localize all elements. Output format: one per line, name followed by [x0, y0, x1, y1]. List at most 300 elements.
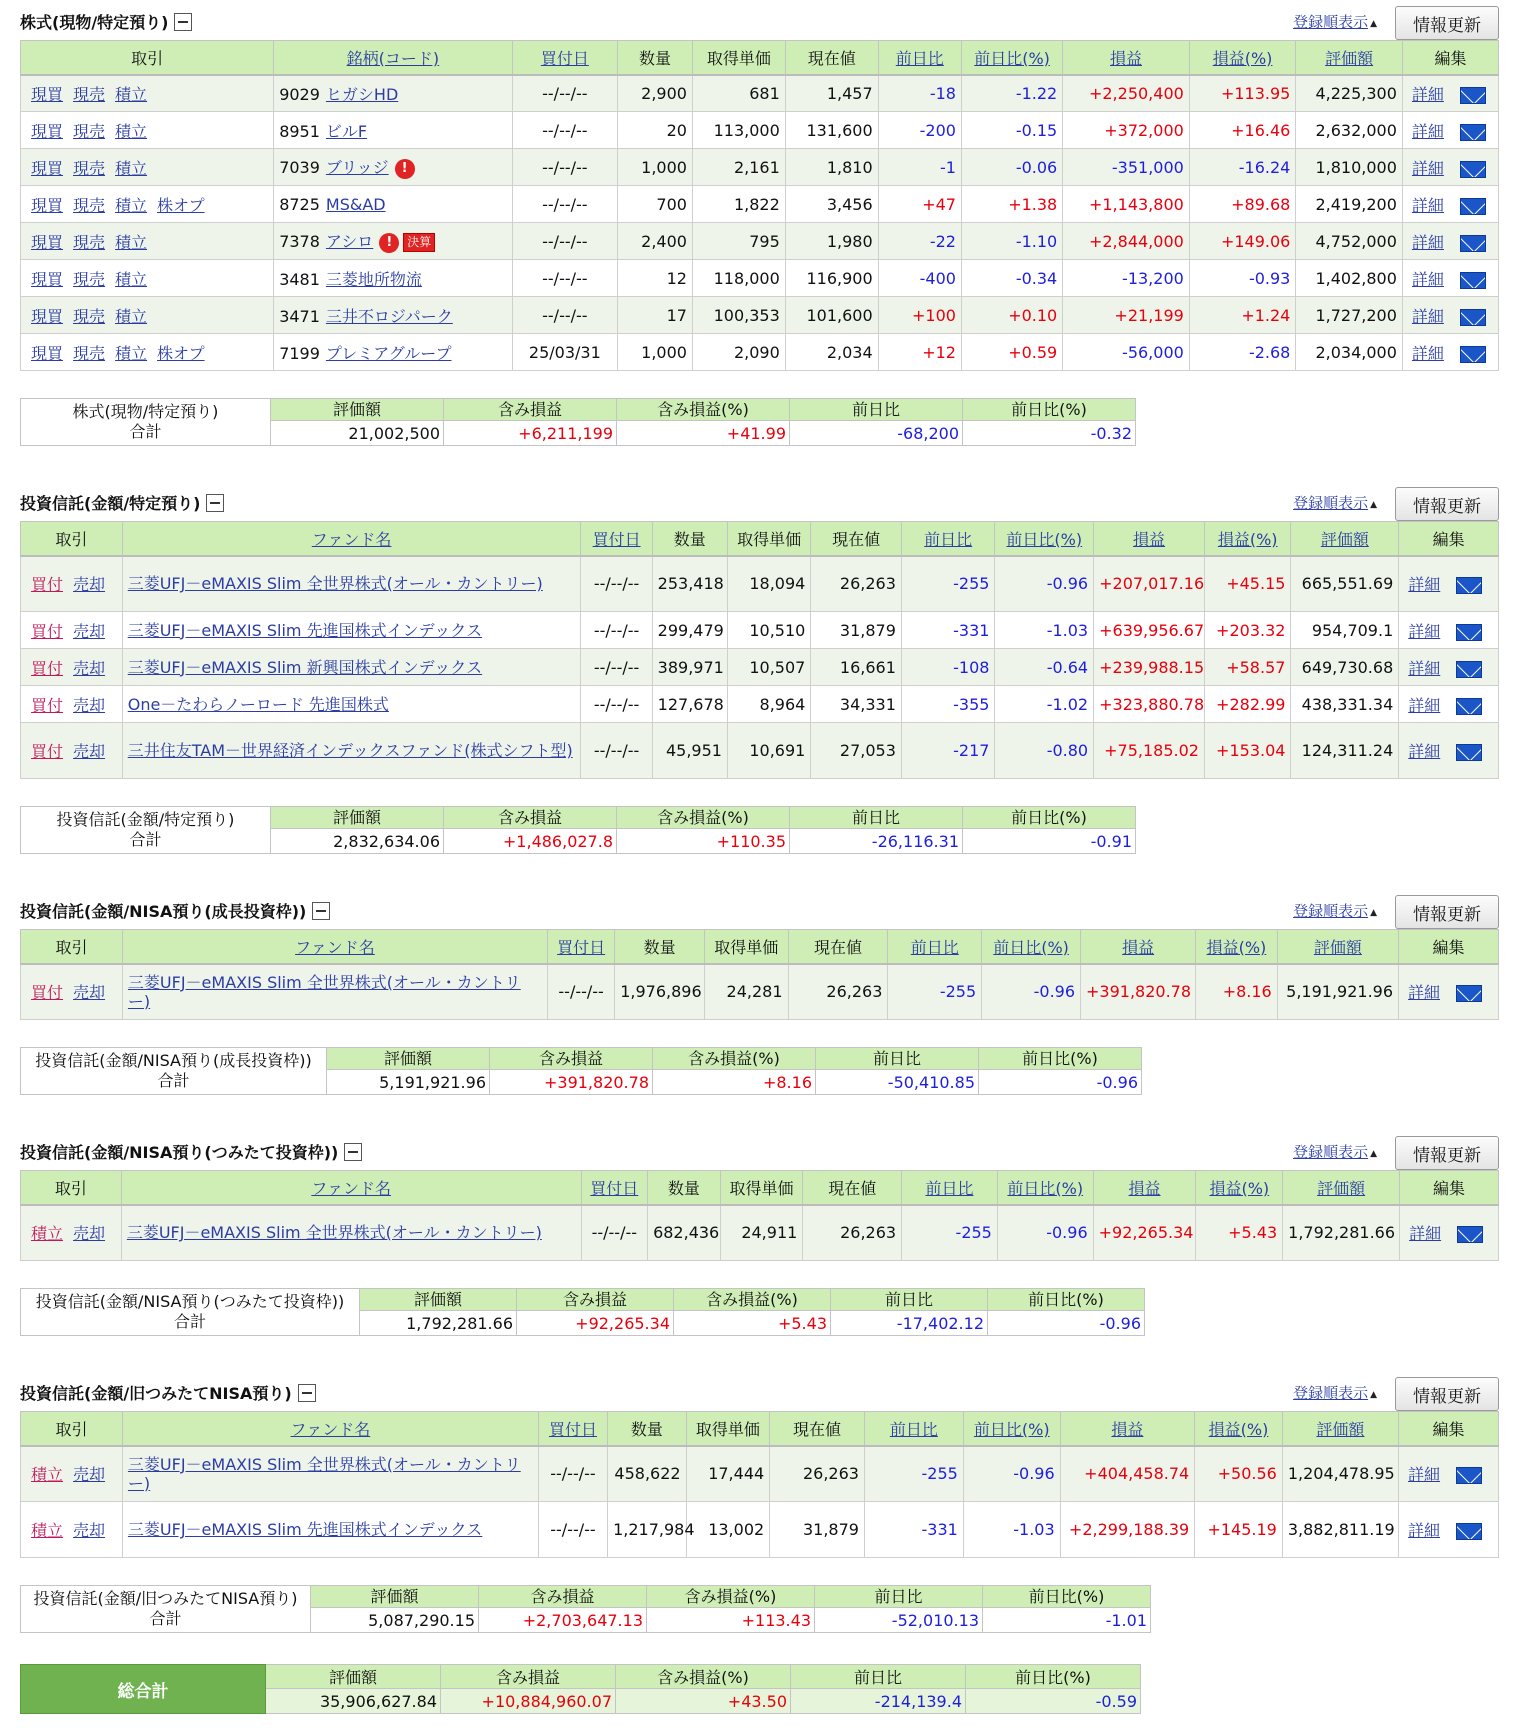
detail-link[interactable]: 詳細: [1411, 232, 1444, 252]
purchase-date: --/--/--: [581, 1205, 648, 1261]
trade-action-link[interactable]: 現売: [73, 343, 106, 363]
mail-icon[interactable]: [1456, 1467, 1482, 1484]
column-header[interactable]: 損益(%): [1204, 522, 1290, 556]
column-header[interactable]: ファンド名: [122, 930, 547, 964]
column-header[interactable]: 買付日: [581, 1171, 648, 1205]
purchase-date: 25/03/31: [512, 334, 617, 371]
summary-value: +41.99: [617, 421, 790, 446]
summary-header: 含み損益(%): [674, 1289, 831, 1311]
valuation: 2,419,200: [1296, 186, 1403, 223]
column-header[interactable]: 評価額: [1283, 1171, 1400, 1205]
stock-name-link[interactable]: ヒガシHD: [325, 84, 399, 104]
column-header[interactable]: 前日比(%): [995, 522, 1094, 556]
mail-icon[interactable]: [1460, 272, 1486, 289]
table-header-row: [21, 930, 1499, 964]
fund-name-link[interactable]: 三菱UFJ－eMAXIS Slim 先進国株式インデックス: [127, 1520, 483, 1539]
stock-name-link[interactable]: MS&AD: [325, 194, 386, 214]
table-row: [21, 649, 1499, 686]
current-price: 131,600: [785, 112, 878, 149]
sort-order-link[interactable]: 登録順表示 ▲: [1293, 1384, 1377, 1402]
valuation: 4,225,300: [1296, 75, 1403, 112]
column-header[interactable]: 買付日: [547, 930, 614, 964]
column-header: 数量: [608, 1412, 686, 1446]
summary-value: +2,703,647.13: [479, 1608, 647, 1633]
trade-action-link[interactable]: 積立: [115, 269, 148, 289]
cost-price: 8,964: [727, 686, 810, 723]
table-row: [21, 556, 1499, 612]
cost-price: 2,090: [692, 334, 785, 371]
fund-section: [20, 895, 1499, 1095]
column-header[interactable]: 前日比: [902, 1171, 998, 1205]
grand-total-table: [20, 1664, 1141, 1714]
mail-icon[interactable]: [1460, 87, 1486, 104]
valuation: 665,551.69: [1291, 556, 1399, 612]
collapse-icon[interactable]: [312, 902, 330, 920]
column-header: 現在値: [785, 41, 878, 75]
trade-action-link[interactable]: 売却: [73, 742, 106, 761]
day-change-pct: +1.38: [961, 186, 1062, 223]
fund-name-cell: [122, 1502, 538, 1558]
table-row: [21, 686, 1499, 723]
quantity: 682,436: [648, 1205, 721, 1261]
mail-icon[interactable]: [1460, 235, 1486, 252]
collapse-icon[interactable]: [298, 1384, 316, 1402]
trade-action-link[interactable]: 積立: [115, 343, 148, 363]
stock-name-cell: [274, 149, 512, 186]
fund-name-link[interactable]: 三菱UFJ－eMAXIS Slim 全世界株式(オール・カントリー): [127, 1454, 521, 1493]
column-header[interactable]: 損益: [1093, 1171, 1196, 1205]
trade-action-link[interactable]: 現売: [73, 306, 106, 326]
trade-action-link[interactable]: 株オプ: [157, 195, 205, 215]
valuation: 124,311.24: [1291, 723, 1399, 779]
column-header: 数量: [648, 1171, 721, 1205]
summary-value: +113.43: [647, 1608, 815, 1633]
summary-header: 前日比: [815, 1586, 983, 1608]
column-header[interactable]: 前日比(%): [997, 1171, 1093, 1205]
trade-action-link[interactable]: 現買: [31, 158, 64, 178]
column-header[interactable]: 損益(%): [1189, 41, 1296, 75]
grand-total-label: 総合計: [21, 1665, 266, 1714]
table-row: [21, 297, 1499, 334]
stock-name-link[interactable]: ブリッジ: [325, 158, 389, 178]
trade-action-link[interactable]: 現売: [73, 232, 106, 252]
column-header[interactable]: 損益: [1094, 522, 1205, 556]
cost-price: 10,691: [727, 723, 810, 779]
column-header[interactable]: 評価額: [1277, 930, 1398, 964]
profit-loss: +207,017.16: [1094, 556, 1205, 612]
mail-icon[interactable]: [1460, 161, 1486, 178]
refresh-button[interactable]: 情報更新: [1395, 1136, 1499, 1170]
section-header: [20, 6, 1499, 34]
cost-price: 113,000: [692, 112, 785, 149]
detail-link[interactable]: 詳細: [1411, 84, 1444, 104]
valuation: 649,730.68: [1291, 649, 1399, 686]
stock-name-cell: [274, 260, 512, 297]
purchase-date: --/--/--: [512, 260, 617, 297]
trade-action-link[interactable]: 現買: [31, 269, 64, 289]
detail-link[interactable]: 詳細: [1411, 121, 1444, 141]
summary-table: [20, 1585, 1151, 1633]
cost-price: 24,281: [704, 964, 788, 1020]
summary-table: [20, 398, 1136, 446]
trade-action-link[interactable]: 積立: [115, 158, 148, 178]
column-header[interactable]: 前日比(%): [982, 930, 1081, 964]
day-change: +47: [878, 186, 961, 223]
valuation: 954,709.1: [1291, 612, 1399, 649]
summary-header: 含み損益: [444, 807, 617, 829]
stock-name-link[interactable]: 三井不ロジパーク: [325, 306, 453, 326]
sort-arrow-icon: ▲: [1370, 1390, 1377, 1400]
edit-cell: [1400, 1205, 1499, 1261]
trade-action-link[interactable]: 現買: [31, 343, 64, 363]
trade-action-link[interactable]: 現買: [31, 195, 64, 215]
mail-icon[interactable]: [1460, 346, 1486, 363]
detail-link[interactable]: 詳細: [1408, 1465, 1441, 1485]
sort-order-link[interactable]: 登録順表示 ▲: [1293, 13, 1377, 31]
detail-link[interactable]: 詳細: [1409, 1224, 1442, 1244]
stock-name-cell: [274, 334, 512, 371]
trade-action-link[interactable]: 売却: [73, 575, 106, 595]
trade-action-link[interactable]: 売却: [73, 621, 106, 641]
edit-cell: [1399, 649, 1499, 686]
detail-link[interactable]: 詳細: [1408, 575, 1441, 595]
column-header[interactable]: 銘柄(コード): [274, 41, 512, 75]
section-title: 投資信託(金額/旧つみたてNISA預り): [20, 1381, 316, 1404]
edit-cell: [1402, 112, 1498, 149]
profit-loss: +639,956.67: [1094, 612, 1205, 649]
refresh-button[interactable]: 情報更新: [1395, 895, 1499, 929]
trade-action-link[interactable]: 売却: [73, 695, 106, 715]
mail-icon[interactable]: [1460, 309, 1486, 326]
trade-action-link[interactable]: 現買: [31, 84, 64, 104]
column-header[interactable]: ファンド名: [122, 1412, 538, 1446]
column-header: 取引: [21, 41, 274, 75]
summary-value: -0.96: [979, 1070, 1142, 1095]
detail-link[interactable]: 詳細: [1408, 1521, 1441, 1540]
column-header[interactable]: 損益(%): [1196, 930, 1278, 964]
purchase-date: --/--/--: [581, 686, 652, 723]
column-header: 数量: [618, 41, 693, 75]
detail-link[interactable]: 詳細: [1411, 306, 1444, 326]
stock-name-link[interactable]: 三菱地所物流: [325, 269, 422, 289]
section-title: 投資信託(金額/NISA預り(つみたて投資枠)): [20, 1140, 362, 1163]
quantity: 1,217,984: [608, 1502, 686, 1558]
refresh-button[interactable]: 情報更新: [1395, 1377, 1499, 1411]
day-change: -18: [878, 75, 961, 112]
fund-name-link[interactable]: 三菱UFJ－eMAXIS Slim 先進国株式インデックス: [127, 620, 483, 640]
actions-cell: [21, 334, 274, 371]
trade-action-link[interactable]: 買付: [31, 983, 64, 1003]
detail-link[interactable]: 詳細: [1411, 343, 1444, 363]
trade-action-link[interactable]: 積立: [31, 1224, 64, 1244]
summary-header: 含み損益(%): [617, 807, 790, 829]
edit-cell: [1402, 75, 1498, 112]
column-header[interactable]: 買付日: [581, 522, 652, 556]
detail-link[interactable]: 詳細: [1411, 269, 1444, 289]
summary-header: 含み損益(%): [617, 399, 790, 421]
column-header: 編集: [1399, 522, 1499, 556]
trade-action-link[interactable]: 売却: [73, 658, 106, 678]
trade-action-link[interactable]: 現売: [73, 195, 106, 215]
current-price: 31,879: [770, 1502, 865, 1558]
collapse-icon[interactable]: [344, 1143, 362, 1161]
mail-icon[interactable]: [1456, 577, 1482, 594]
trade-action-link[interactable]: 積立: [115, 232, 148, 252]
stock-code: 3471: [279, 306, 320, 326]
actions-cell: [21, 149, 274, 186]
actions-cell: [21, 1205, 122, 1261]
grand-total-value: -214,139.4: [791, 1689, 966, 1714]
detail-link[interactable]: 詳細: [1411, 158, 1444, 178]
profit-loss: +92,265.34: [1093, 1205, 1196, 1261]
trade-action-link[interactable]: 現売: [73, 121, 106, 141]
column-header[interactable]: ファンド名: [121, 1171, 581, 1205]
trade-action-link[interactable]: 買付: [31, 621, 64, 641]
section-header: [20, 1136, 1499, 1164]
stock-name-link[interactable]: プレミアグループ: [325, 343, 452, 363]
column-header: 編集: [1399, 1412, 1499, 1446]
sort-order-link[interactable]: 登録順表示 ▲: [1293, 902, 1377, 920]
cost-price: 17,444: [686, 1446, 770, 1502]
column-header[interactable]: 損益: [1060, 1412, 1195, 1446]
column-header[interactable]: 損益: [1081, 930, 1196, 964]
quantity: 458,622: [608, 1446, 686, 1502]
detail-link[interactable]: 詳細: [1411, 195, 1444, 215]
stock-code: 7378: [279, 232, 320, 252]
purchase-date: --/--/--: [512, 297, 617, 334]
fund-name-cell: [122, 612, 581, 649]
fund-name-link[interactable]: 三井住友TAM－世界経済インデックスファンド(株式シフト型): [127, 741, 573, 760]
actions-cell: [21, 649, 123, 686]
cost-price: 1,822: [692, 186, 785, 223]
column-header[interactable]: 評価額: [1291, 522, 1399, 556]
mail-icon[interactable]: [1457, 1226, 1483, 1243]
sort-order-link[interactable]: 登録順表示 ▲: [1293, 1143, 1377, 1161]
trade-action-link[interactable]: 株オプ: [157, 343, 205, 363]
trade-action-link[interactable]: 現買: [31, 121, 64, 141]
trade-action-link[interactable]: 売却: [73, 1224, 106, 1244]
day-change-pct: +0.10: [961, 297, 1062, 334]
purchase-date: --/--/--: [538, 1446, 607, 1502]
detail-link[interactable]: 詳細: [1408, 621, 1441, 641]
summary-header: 評価額: [271, 399, 444, 421]
trade-action-link[interactable]: 買付: [31, 575, 64, 595]
summary-header: 前日比: [790, 807, 963, 829]
mail-icon[interactable]: [1456, 985, 1482, 1002]
fund-name-cell: [122, 723, 581, 779]
quantity: 20: [618, 112, 693, 149]
quantity: 2,900: [618, 75, 693, 112]
column-header[interactable]: ファンド名: [122, 522, 581, 556]
column-header[interactable]: 評価額: [1282, 1412, 1398, 1446]
summary-label: 投資信託(金額/NISA預り(つみたて投資枠)) 合計: [21, 1289, 360, 1336]
column-header: 取得単価: [720, 1171, 803, 1205]
fund-name-link[interactable]: 三菱UFJ－eMAXIS Slim 全世界株式(オール・カントリー): [127, 972, 521, 1011]
summary-header: 前日比: [816, 1048, 979, 1070]
column-header: 数量: [652, 522, 727, 556]
purchase-date: --/--/--: [512, 149, 617, 186]
warning-icon[interactable]: !: [395, 159, 415, 179]
stocks-section: [20, 6, 1499, 446]
summary-value: +8.16: [653, 1070, 816, 1095]
actions-cell: [21, 1502, 123, 1558]
detail-link[interactable]: 詳細: [1408, 983, 1441, 1003]
column-header[interactable]: 損益: [1063, 41, 1190, 75]
fund-name-cell: [121, 1205, 581, 1261]
detail-link[interactable]: 詳細: [1408, 695, 1441, 715]
summary-value: -0.32: [963, 421, 1136, 446]
column-header[interactable]: 評価額: [1296, 41, 1403, 75]
trade-action-link[interactable]: 現売: [73, 269, 106, 289]
column-header[interactable]: 前日比: [864, 1412, 963, 1446]
profit-loss: +1,143,800: [1063, 186, 1190, 223]
summary-header: 前日比: [790, 399, 963, 421]
stock-name-link[interactable]: ビルF: [325, 121, 368, 141]
trade-action-link[interactable]: 買付: [31, 695, 64, 715]
refresh-button[interactable]: 情報更新: [1395, 487, 1499, 521]
trade-action-link[interactable]: 積立: [115, 306, 148, 326]
profit-loss-pct: +282.99: [1204, 686, 1290, 723]
day-change-pct: -0.96: [963, 1446, 1060, 1502]
mail-icon[interactable]: [1456, 624, 1482, 641]
mail-icon[interactable]: [1456, 661, 1482, 678]
column-header: 取引: [21, 1171, 122, 1205]
collapse-icon[interactable]: [206, 494, 224, 512]
trade-action-link[interactable]: 現売: [73, 158, 106, 178]
table-row: [21, 964, 1499, 1020]
fund-name-link[interactable]: 三菱UFJ－eMAXIS Slim 全世界株式(オール・カントリー): [127, 574, 543, 594]
table-row: [21, 260, 1499, 297]
fund-name-link[interactable]: One－たわらノーロード 先進国株式: [127, 694, 389, 714]
day-change: -255: [888, 964, 982, 1020]
trade-action-link[interactable]: 現買: [31, 306, 64, 326]
mail-icon[interactable]: [1456, 1523, 1482, 1540]
trade-action-link[interactable]: 売却: [73, 1465, 106, 1485]
summary-header: 含み損益(%): [647, 1586, 815, 1608]
current-price: 26,263: [770, 1446, 865, 1502]
current-price: 26,263: [788, 964, 888, 1020]
column-header[interactable]: 買付日: [512, 41, 617, 75]
summary-header: 含み損益: [490, 1048, 653, 1070]
grand-total-header: 前日比(%): [966, 1665, 1141, 1689]
valuation: 2,632,000: [1296, 112, 1403, 149]
grand-total-value: +10,884,960.07: [441, 1689, 616, 1714]
summary-value: 2,832,634.06: [271, 829, 444, 854]
day-change-pct: -1.03: [995, 612, 1094, 649]
day-change-pct: -1.10: [961, 223, 1062, 260]
column-header[interactable]: 前日比: [901, 522, 995, 556]
actions-cell: [21, 612, 123, 649]
mail-icon[interactable]: [1456, 698, 1482, 715]
current-price: 16,661: [811, 649, 902, 686]
column-header[interactable]: 損益(%): [1196, 1171, 1283, 1205]
actions-cell: [21, 223, 274, 260]
mail-icon[interactable]: [1460, 198, 1486, 215]
column-header[interactable]: 買付日: [538, 1412, 607, 1446]
trade-action-link[interactable]: 積立: [31, 1465, 64, 1485]
fund-name-cell: [122, 556, 581, 612]
summary-value: -0.91: [963, 829, 1136, 854]
collapse-icon[interactable]: [174, 13, 192, 31]
cost-price: 10,510: [727, 612, 810, 649]
trade-action-link[interactable]: 売却: [73, 983, 106, 1003]
summary-value: -17,402.12: [831, 1311, 988, 1336]
fund-section: [20, 487, 1499, 854]
profit-loss-pct: +145.19: [1195, 1502, 1283, 1558]
mail-icon[interactable]: [1460, 124, 1486, 141]
trade-action-link[interactable]: 売却: [73, 1521, 106, 1540]
column-header: 編集: [1399, 930, 1499, 964]
trade-action-link[interactable]: 積立: [115, 121, 148, 141]
column-header[interactable]: 前日比: [878, 41, 961, 75]
current-price: 34,331: [811, 686, 902, 723]
column-header[interactable]: 損益(%): [1195, 1412, 1283, 1446]
column-header: 取得単価: [727, 522, 810, 556]
fund-name-cell: [122, 964, 547, 1020]
trade-action-link[interactable]: 現買: [31, 232, 64, 252]
trade-action-link[interactable]: 買付: [31, 658, 64, 678]
column-header: 現在値: [788, 930, 888, 964]
day-change-pct: -0.34: [961, 260, 1062, 297]
earnings-badge[interactable]: 決算: [403, 233, 435, 252]
column-header[interactable]: 前日比(%): [963, 1412, 1060, 1446]
quantity: 12: [618, 260, 693, 297]
column-header[interactable]: 前日比: [888, 930, 982, 964]
profit-loss-pct: -0.93: [1189, 260, 1296, 297]
summary-value: +391,820.78: [490, 1070, 653, 1095]
mail-icon[interactable]: [1456, 744, 1482, 761]
trade-action-link[interactable]: 積立: [115, 84, 148, 104]
day-change-pct: -1.03: [963, 1502, 1060, 1558]
quantity: 700: [618, 186, 693, 223]
refresh-button[interactable]: 情報更新: [1395, 6, 1499, 40]
stock-name-link[interactable]: アシロ: [325, 232, 374, 252]
cost-price: 100,353: [692, 297, 785, 334]
summary-value: 1,792,281.66: [360, 1311, 517, 1336]
trade-action-link[interactable]: 買付: [31, 742, 64, 761]
column-header[interactable]: 前日比(%): [961, 41, 1062, 75]
fund-name-link[interactable]: 三菱UFJ－eMAXIS Slim 全世界株式(オール・カントリー): [126, 1223, 542, 1243]
warning-icon[interactable]: !: [379, 233, 399, 253]
trade-action-link[interactable]: 現売: [73, 84, 106, 104]
cost-price: 795: [692, 223, 785, 260]
summary-header: 評価額: [271, 807, 444, 829]
table-row: [21, 149, 1499, 186]
sort-order-link[interactable]: 登録順表示 ▲: [1293, 494, 1377, 512]
detail-link[interactable]: 詳細: [1408, 742, 1441, 761]
profit-loss: +404,458.74: [1060, 1446, 1195, 1502]
fund-table: [20, 1411, 1499, 1558]
fund-name-link[interactable]: 三菱UFJ－eMAXIS Slim 新興国株式インデックス: [127, 657, 483, 677]
trade-action-link[interactable]: 積立: [115, 195, 148, 215]
column-header: 編集: [1400, 1171, 1499, 1205]
trade-action-link[interactable]: 積立: [31, 1521, 64, 1540]
profit-loss-pct: +89.68: [1189, 186, 1296, 223]
day-change: -255: [902, 1205, 998, 1261]
current-price: 2,034: [785, 334, 878, 371]
edit-cell: [1402, 186, 1498, 223]
summary-label: 投資信託(金額/NISA預り(成長投資枠)) 合計: [21, 1048, 327, 1095]
cost-price: 10,507: [727, 649, 810, 686]
summary-header: 前日比(%): [983, 1586, 1151, 1608]
summary-header: 前日比: [831, 1289, 988, 1311]
column-header: 数量: [615, 930, 705, 964]
cost-price: 118,000: [692, 260, 785, 297]
day-change: -331: [901, 612, 995, 649]
purchase-date: --/--/--: [547, 964, 614, 1020]
detail-link[interactable]: 詳細: [1408, 658, 1441, 678]
day-change: -217: [901, 723, 995, 779]
